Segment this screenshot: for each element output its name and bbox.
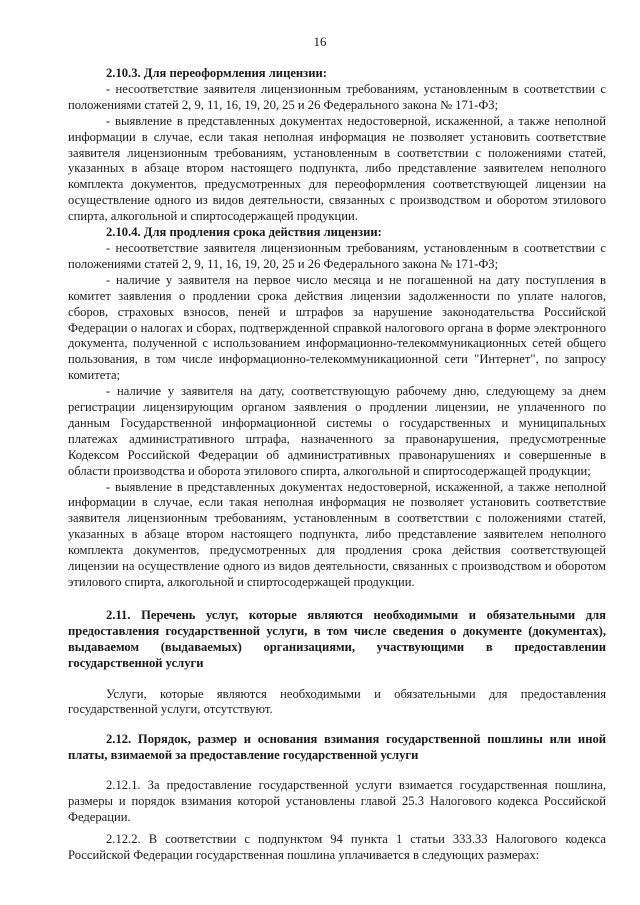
section-2-10-4-heading: 2.10.4. Для продления срока действия лицензии: xyxy=(106,225,382,240)
section-2-10-4-item-2: - наличие у заявителя на первое число месяца и не погашенной на дату поступления в комитет заявления о продлении срока действия лицензии задолженности по уплате налогов, сборов, страховых взносов, пеней и штрафов за нарушение законодательства Российской Федерации о налогах и сборах, подтвержденной справкой налогового органа в форме электронного документа, полученной с использованием информационно-телекоммуникационных сетей общего пользования, в том числе информационно-телекоммуникационной сети "Интернет", по запросу комитета; xyxy=(68,272,606,383)
section-2-12-2: 2.12.2. В соответствии с подпунктом 94 пункта 1 статьи 333.33 Налогового кодекса Российской Федерации государственная пошлина уплачивается в следующих размерах: xyxy=(68,831,606,862)
section-2-11-text: Услуги, которые являются необходимыми и обязательными для предоставления государственной услуги, отсутствуют. xyxy=(68,686,606,717)
section-2-12-heading: 2.12. Порядок, размер и основания взимания государственной пошлины или иной платы, взимаемой за предоставление государственной услуги xyxy=(68,732,606,763)
section-2-10-4-item-4: - выявление в представленных документах недостоверной, искаженной, а также неполной информации в случае, если такая неполная информация не позволяет установить соответствие заявителя лицензионным требованиям, установленным в соответствии с положениями статей, указанных в абзаце втором настоящего подпункта, либо представление заявителем неполного комплекта документов, предусмотренных для продления срока действия соответствующей лицензии на осуществление одного из видов деятельности, связанных с производством и оборотом этилового спирта, алкогольной и спиртосодержащей продукции. xyxy=(68,479,606,589)
section-2-11-heading: 2.11. Перечень услуг, которые являются необходимыми и обязательными для предоставления государственной услуги, в том числе сведения о документе (документах), выдаваемом (выдаваемых) организациями, участвующими в предоставлении государственной услуги xyxy=(68,607,606,670)
section-2-10-3-item-2: - выявление в представленных документах недостоверной, искаженной, а также неполной информации в случае, если такая неполная информация не позволяет установить соответствие заявителя лицензионным требованиям, установленным в соответствии с положениями статей, указанных в абзаце втором настоящего подпункта, либо представление заявителем неполного комплекта документов, предусмотренных для переоформления соответствующей лицензии на осуществление одного из видов деятельности, связанных с производством и оборотом этилового спирта, алкогольной и спиртосодержащей продукции. xyxy=(68,113,606,224)
section-2-10-3-heading: 2.10.3. Для переоформления лицензии: xyxy=(106,66,327,80)
section-2-10-3-item-1: - несоответствие заявителя лицензионным требованиям, установленным в соответствии с положениями статей 2, 9, 11, 16, 19, 20, 25 и 26 Федерального закона № 171-ФЗ; xyxy=(68,81,606,112)
section-2-12-1: 2.12.1. За предоставление государственной услуги взимается государственная пошлина, размеры и порядок взимания которой установлены главой 25.3 Налогового кодекса Российской Федерации. xyxy=(68,778,606,824)
section-2-10-4-item-3: - наличие у заявителя на дату, соответствующую рабочему дню, следующему за днем регистрации лицензирующим органом заявления о продлении лицензии, не уплаченного по данным Государственной информационной системы о государственных и муниципальных платежах административного штрафа, назначенного за правонарушения, предусмотренные Кодексом Российской Федерации об административных правонарушениях и совершенные в области производства и оборота этилового спирта, алкогольной и спиртосодержащей продукции; xyxy=(68,384,606,478)
page-number: 16 xyxy=(313,34,327,49)
section-2-10-4-item-1: - несоответствие заявителя лицензионным требованиям, установленным в соответствии с положениями статей 2, 9, 11, 16, 19, 20, 25 и 26 Федерального закона № 171-ФЗ; xyxy=(68,240,606,271)
document-body xyxy=(68,66,606,864)
